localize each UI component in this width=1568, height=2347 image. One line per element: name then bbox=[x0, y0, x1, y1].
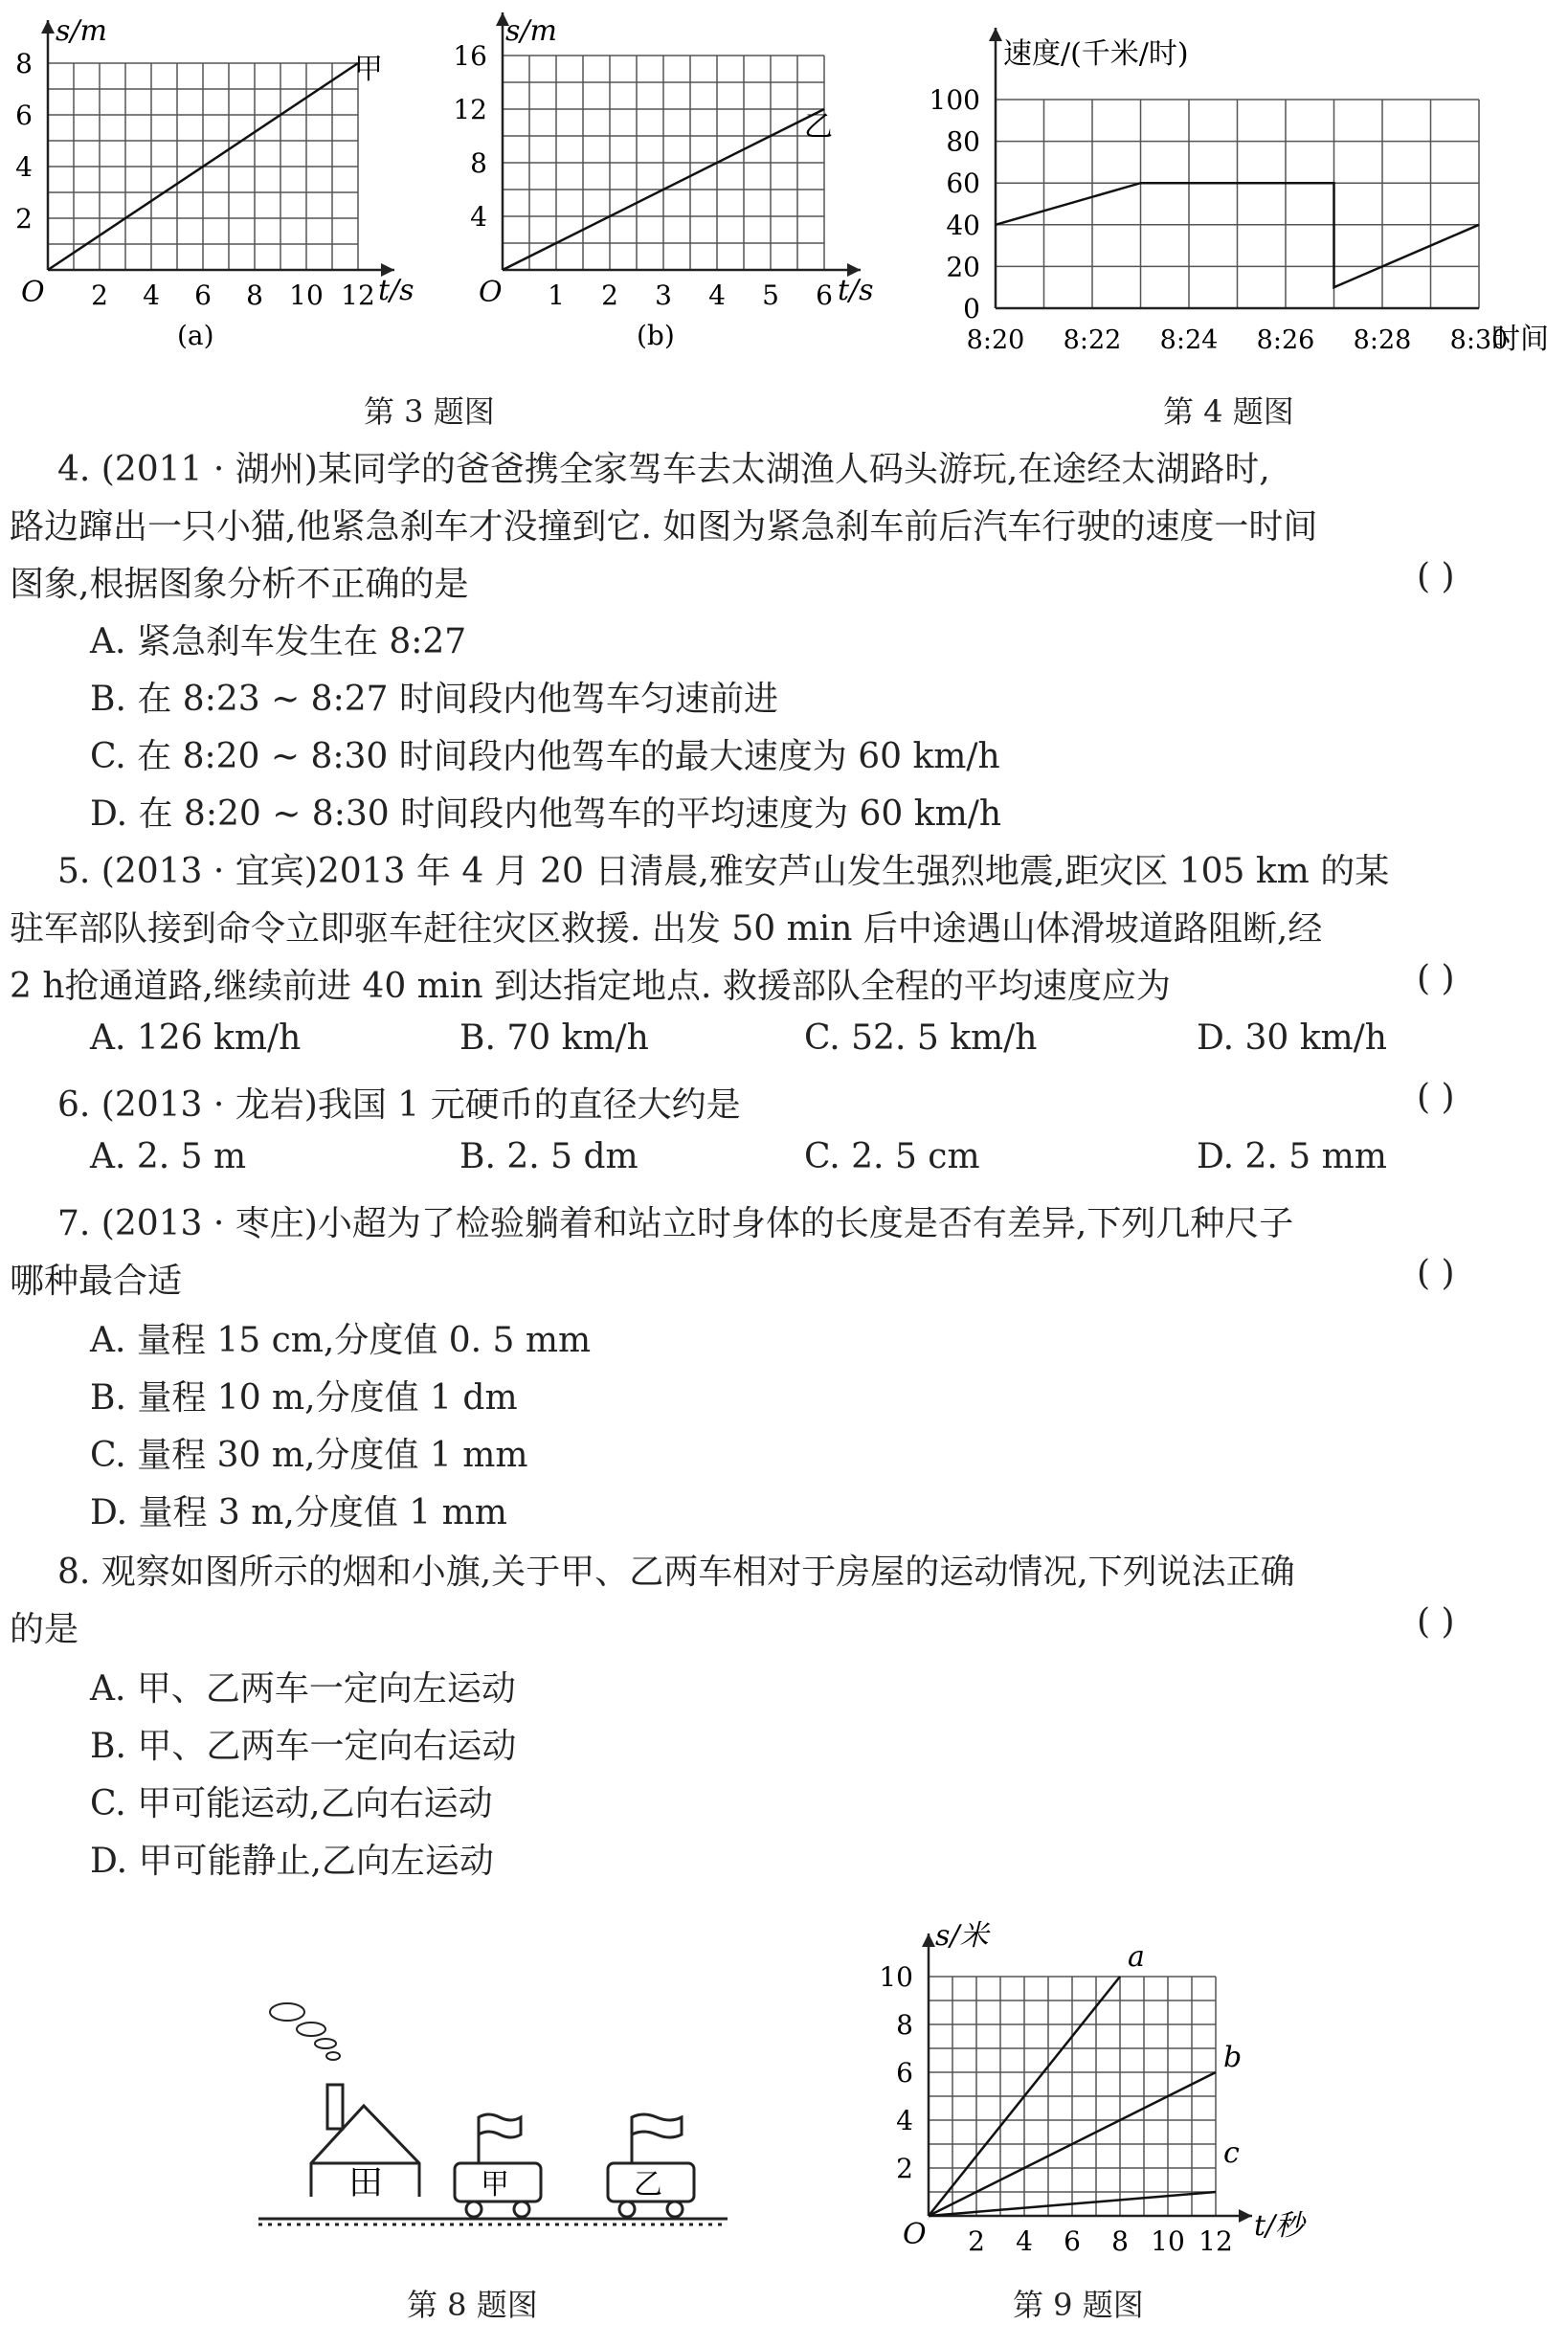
x-axis-arrow bbox=[1239, 2209, 1252, 2223]
x-tick-label: 6 bbox=[816, 279, 833, 311]
q8-option-a: A. 甲、乙两车一定向左运动 bbox=[90, 1669, 516, 1709]
x-tick-label: 10 bbox=[289, 279, 324, 311]
q8-line-2: 的是 bbox=[10, 1610, 79, 1649]
q8-option-c: C. 甲可能运动,乙向右运动 bbox=[90, 1784, 493, 1823]
panel-label-b: (b) bbox=[637, 320, 675, 351]
y-tick-label: 8 bbox=[470, 147, 487, 179]
y-axis-arrow bbox=[41, 20, 55, 34]
fig3-caption: 第 3 题图 bbox=[364, 393, 495, 430]
origin-label: O bbox=[479, 276, 503, 309]
chart-3a bbox=[0, 0, 414, 354]
x-axis-label: t/s bbox=[838, 274, 874, 307]
x-tick-label: 4 bbox=[143, 279, 160, 311]
y-tick-label: 6 bbox=[896, 2057, 913, 2089]
chart-4 bbox=[919, 0, 1568, 364]
series-label-jia: 甲 bbox=[354, 53, 383, 86]
q8-option-d: D. 甲可能静止,乙向左运动 bbox=[90, 1842, 494, 1881]
origin-label: O bbox=[21, 276, 45, 309]
y-axis-label: s/m bbox=[56, 14, 107, 48]
q5-line-2: 驻军部队接到命令立即驱车赶往灾区救援. 出发 50 min 后中途遇山体滑坡道路阻断,经 bbox=[10, 909, 1323, 949]
q4-line-3: 图象,根据图象分析不正确的是 bbox=[10, 565, 469, 604]
q5-option-d: D. 30 km/h bbox=[1197, 1018, 1387, 1058]
y-tick-label: 8 bbox=[15, 48, 33, 79]
y-axis-label: s/米 bbox=[935, 1919, 989, 1953]
panel-label-a: (a) bbox=[177, 320, 214, 351]
series-label-yi: 乙 bbox=[804, 110, 833, 144]
q4-option-b: B. 在 8:23 ~ 8:27 时间段内他驾车匀速前进 bbox=[90, 680, 778, 719]
x-tick-label: 8 bbox=[246, 279, 263, 311]
grid bbox=[929, 1977, 1216, 2216]
chart-3b bbox=[450, 0, 900, 354]
x-tick-label: 2 bbox=[968, 2225, 985, 2257]
series-label-c: c bbox=[1223, 2136, 1240, 2170]
x-tick-label: 8:24 bbox=[1159, 325, 1219, 355]
y-tick-label: 10 bbox=[879, 1961, 913, 1993]
ground-line bbox=[258, 2219, 728, 2224]
x-tick-label: 10 bbox=[1151, 2225, 1185, 2257]
q7-option-a: A. 量程 15 cm,分度值 0. 5 mm bbox=[90, 1321, 592, 1360]
car-jia-label: 甲 bbox=[481, 2168, 509, 2202]
y-tick-label: 4 bbox=[896, 2105, 913, 2136]
x-tick-label: 4 bbox=[1016, 2225, 1033, 2257]
x-axis-label: t/秒 bbox=[1254, 2209, 1305, 2243]
q6-line-1: 6. (2013 · 龙岩)我国 1 元硬币的直径大约是 bbox=[57, 1085, 741, 1125]
q7-option-d: D. 量程 3 m,分度值 1 mm bbox=[90, 1493, 507, 1532]
fig8-caption: 第 8 题图 bbox=[407, 2287, 538, 2323]
grid bbox=[503, 56, 824, 270]
answer-paren[interactable]: ( ) bbox=[1417, 557, 1455, 596]
q7-option-c: C. 量程 30 m,分度值 1 mm bbox=[90, 1436, 528, 1475]
q8-option-b: B. 甲、乙两车一定向右运动 bbox=[90, 1727, 517, 1766]
q7-line-2: 哪种最合适 bbox=[10, 1262, 183, 1301]
y-axis-arrow bbox=[989, 28, 1002, 41]
q4-line-2: 路边蹿出一只小猫,他紧急刹车才没撞到它. 如图为紧急刹车前后汽车行驶的速度一时间 bbox=[10, 507, 1318, 547]
x-tick-label: 3 bbox=[655, 279, 672, 311]
y-tick-label: 40 bbox=[946, 209, 980, 241]
x-tick-label: 8:30 bbox=[1449, 325, 1509, 355]
x-tick-label: 6 bbox=[1064, 2225, 1081, 2257]
axes bbox=[930, 28, 1509, 355]
chart-9 bbox=[876, 1905, 1374, 2259]
y-tick-label: 80 bbox=[946, 125, 980, 158]
x-axis-label: 时间 bbox=[1491, 323, 1549, 356]
x-tick-label: 8:26 bbox=[1256, 325, 1315, 355]
y-tick-label: 4 bbox=[15, 151, 33, 183]
q6-option-b: B. 2. 5 dm bbox=[459, 1137, 638, 1176]
x-axis-label: t/s bbox=[378, 274, 414, 307]
y-tick-label: 2 bbox=[15, 203, 33, 235]
x-tick-label: 8 bbox=[1111, 2225, 1129, 2257]
q6-option-c: C. 2. 5 cm bbox=[804, 1137, 980, 1176]
fig4-caption: 第 4 题图 bbox=[1163, 393, 1294, 430]
fig9-caption: 第 9 题图 bbox=[1013, 2287, 1144, 2323]
smoke-icon bbox=[270, 2003, 340, 2060]
q4-line-1: 4. (2011 · 湖州)某同学的爸爸携全家驾车去太湖渔人码头游玩,在途经太湖路时, bbox=[57, 450, 1270, 489]
y-tick-label: 16 bbox=[453, 40, 487, 72]
q6-option-a: A. 2. 5 m bbox=[90, 1137, 247, 1176]
y-axis-label: 速度/(千米/时) bbox=[1003, 37, 1189, 71]
y-tick-label: 2 bbox=[896, 2153, 913, 2184]
q7-line-1: 7. (2013 · 枣庄)小超为了检验躺着和站立时身体的长度是否有差异,下列几种尺子 bbox=[57, 1204, 1294, 1243]
x-tick-label: 1 bbox=[548, 279, 565, 311]
y-tick-label: 60 bbox=[946, 168, 980, 200]
house-window: 田 bbox=[348, 2163, 384, 2202]
y-axis-arrow bbox=[922, 1933, 935, 1947]
answer-paren[interactable]: ( ) bbox=[1417, 1078, 1455, 1117]
y-tick-label: 0 bbox=[963, 293, 980, 324]
axes bbox=[453, 12, 861, 311]
q4-option-a: A. 紧急刹车发生在 8:27 bbox=[90, 622, 467, 661]
y-tick-label: 6 bbox=[15, 100, 33, 131]
y-tick-label: 8 bbox=[896, 2009, 913, 2041]
x-tick-label: 4 bbox=[708, 279, 726, 311]
x-tick-label: 8:28 bbox=[1353, 325, 1412, 355]
x-tick-label: 2 bbox=[601, 279, 618, 311]
series bbox=[929, 1940, 1242, 2216]
x-tick-label: 8:22 bbox=[1063, 325, 1122, 355]
y-tick-label: 20 bbox=[946, 251, 980, 283]
q4-option-c: C. 在 8:20 ~ 8:30 时间段内他驾车的最大速度为 60 km/h bbox=[90, 737, 1000, 776]
q5-option-c: C. 52. 5 km/h bbox=[804, 1018, 1038, 1058]
answer-paren[interactable]: ( ) bbox=[1417, 1254, 1455, 1293]
x-tick-label: 12 bbox=[341, 279, 375, 311]
answer-paren[interactable]: ( ) bbox=[1417, 1602, 1455, 1642]
x-tick-label: 2 bbox=[91, 279, 108, 311]
y-tick-label: 12 bbox=[453, 94, 487, 125]
answer-paren[interactable]: ( ) bbox=[1417, 959, 1455, 998]
q6-option-d: D. 2. 5 mm bbox=[1197, 1137, 1387, 1176]
series-label-a: a bbox=[1128, 1940, 1145, 1974]
q7-option-b: B. 量程 10 m,分度值 1 dm bbox=[90, 1378, 518, 1418]
q5-line-1: 5. (2013 · 宜宾)2013 年 4 月 20 日清晨,雅安芦山发生强烈地震,距灾区 105 km 的某 bbox=[57, 852, 1390, 891]
q5-option-b: B. 70 km/h bbox=[459, 1018, 649, 1058]
origin-label: O bbox=[903, 2218, 927, 2251]
figure-8-illustration bbox=[249, 1991, 785, 2249]
y-axis-label: s/m bbox=[505, 14, 557, 48]
x-tick-label: 5 bbox=[762, 279, 779, 311]
x-tick-label: 12 bbox=[1198, 2225, 1233, 2257]
x-tick-label: 8:20 bbox=[966, 325, 1025, 355]
car-yi-label: 乙 bbox=[634, 2168, 662, 2202]
q5-line-3: 2 h抢通道路,继续前进 40 min 到达指定地点. 救援部队全程的平均速度应为 bbox=[10, 967, 1171, 1006]
x-tick-label: 6 bbox=[194, 279, 212, 311]
q4-option-d: D. 在 8:20 ~ 8:30 时间段内他驾车的平均速度为 60 km/h bbox=[90, 794, 1002, 834]
y-tick-label: 4 bbox=[470, 201, 487, 233]
q8-line-1: 8. 观察如图所示的烟和小旗,关于甲、乙两车相对于房屋的运动情况,下列说法正确 bbox=[57, 1553, 1295, 1592]
series-label-b: b bbox=[1223, 2041, 1243, 2074]
y-tick-label: 100 bbox=[929, 84, 980, 116]
q5-option-a: A. 126 km/h bbox=[90, 1018, 302, 1058]
